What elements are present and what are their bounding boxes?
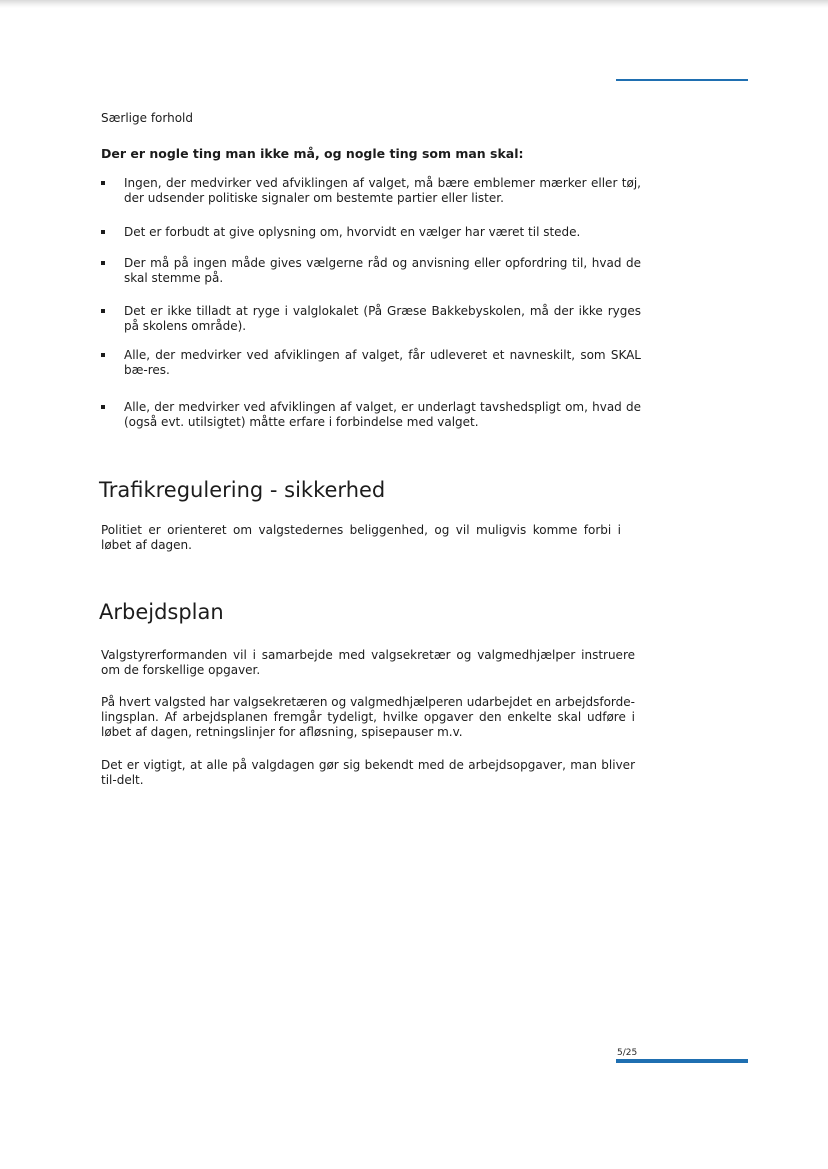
bullet-marker-icon [101, 230, 105, 234]
page-number: 5/25 [617, 1048, 638, 1058]
scan-edge [0, 0, 828, 8]
list-item [101, 225, 641, 240]
list-item [101, 348, 641, 378]
bullet-marker-icon [101, 181, 105, 185]
bullet-marker-icon [101, 405, 105, 409]
list-item [101, 400, 641, 430]
bullet-marker-icon [101, 353, 105, 357]
list-item [101, 256, 641, 286]
work-plan-paragraph: Valgstyrerformanden vil i samarbejde med valgsekretær og valgmedhjælper instruere om de forskellige opgaver. [101, 648, 635, 677]
list-item-text: Det er forbudt at give oplysning om, hvorvidt en vælger har været til stede. [124, 225, 581, 239]
list-item [101, 176, 641, 206]
traffic-section-title: Trafikregulering - sikkerhed [99, 478, 386, 502]
header-rule [616, 79, 748, 81]
bullet-marker-icon [101, 309, 105, 313]
list-item-text: Alle, der medvirker ved afviklingen af valget, er underlagt tavshedspligt om, hvad de (også evt. utilsigtet) måtte erfare i forbindelse med valget. [124, 400, 641, 429]
list-item-text: Ingen, der medvirker ved afviklingen af valget, må bære emblemer mærker eller tøj, der udsender politiske signaler om bestemte partier eller lister. [124, 176, 641, 205]
work-plan-paragraph: Det er vigtigt, at alle på valgdagen gør sig bekendt med de arbejdsopgaver, man bliver til-delt. [101, 758, 635, 787]
list-item-text: Der må på ingen måde gives vælgerne råd og anvisning eller opfordring til, hvad de skal stemme på. [124, 256, 641, 285]
work-plan-section-title: Arbejdsplan [99, 600, 224, 624]
intro-bold-text: Der er nogle ting man ikke må, og nogle ting som man skal: [101, 146, 524, 161]
bullet-marker-icon [101, 261, 105, 265]
special-conditions-heading: Særlige forhold [101, 111, 194, 125]
list-item-text: Alle, der medvirker ved afviklingen af valget, får udleveret et navneskilt, som SKAL bæ-res. [124, 348, 641, 377]
list-item-text: Det er ikke tilladt at ryge i valglokalet (På Græse Bakkebyskolen, må der ikke ryges på skolens område). [124, 304, 641, 333]
list-item [101, 304, 641, 334]
work-plan-paragraph: På hvert valgsted har valgsekretæren og valgmedhjælperen udarbejdet en arbejdsforde-lingsplan. Af arbejdsplanen fremgår tydeligt, hvilke opgaver den enkelte skal udføre i løbet af dagen, retningslinjer for afløsning, spisepauser m.v. [101, 695, 635, 739]
traffic-paragraph: Politiet er orienteret om valgstedernes beliggenhed, og vil muligvis komme forbi i løbet af dagen. [101, 523, 621, 552]
footer-rule [616, 1059, 748, 1063]
